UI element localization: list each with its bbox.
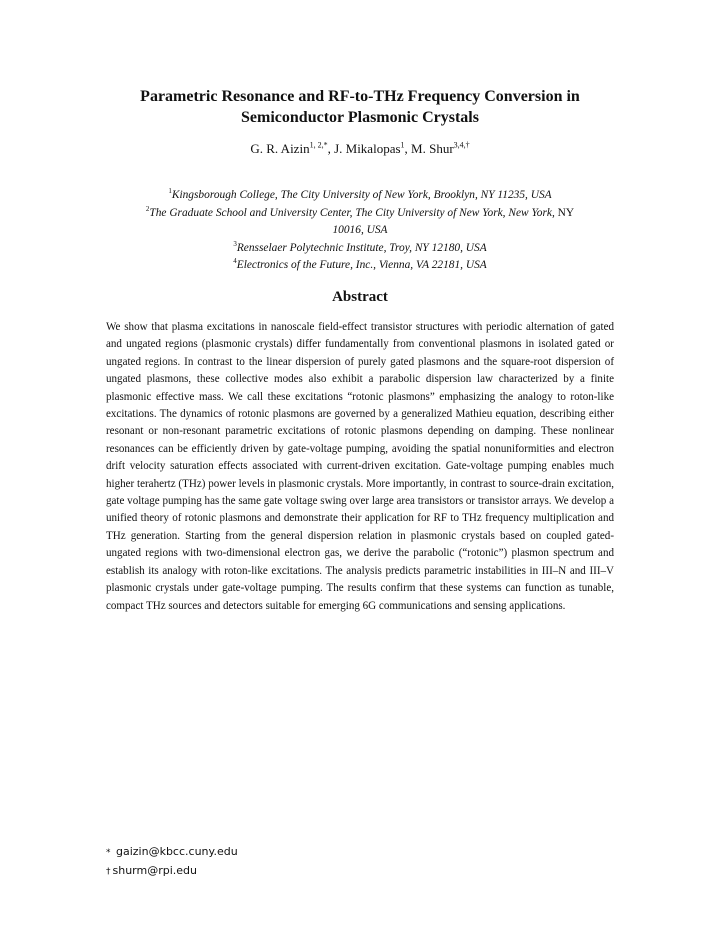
footnote (106, 862, 238, 881)
title-line-2: Semiconductor Plasmonic Crystals (241, 109, 479, 126)
author-affil-mark: 1, 2,* (309, 140, 328, 150)
footnote-mark: * (106, 848, 111, 858)
affiliation-text: Electronics of the Future, Inc., Vienna, VA 22181, USA (236, 259, 487, 271)
affiliation-mark: 3 (233, 239, 237, 248)
abstract-text: We show that plasma excitations in nanoscale field-effect transistor structures with periodic alternation of gated and ungated regions (plasmonic crystals) differ fundamentally from conventional plasmons in isolated gated or ungated regions. In contrast to the linear dispersion of purely gated plasmons and the square-root dispersion of ungated plasmons, these collective modes also exhibit a parabolic dispersion law characterized by a finite plasmonic effective mass. We call these excitations “rotonic plasmons” emphasizing the analogy to roton-like excitations. The dynamics of rotonic plasmons are governed by a generalized Mathieu equation, describing either resonant or non-resonant parametric excitations of rotonic plasmons depending on damping. These nonlinear resonances can be efficiently driven by gate-voltage pumping, avoiding the spatial nonuniformities and electron drift velocity saturation effects associated with current-driven excitation. Gate-voltage pumping enables much higher terahertz (THz) power levels in plasmonic crystals. More importantly, in contrast to source-drain excitation, gate voltage pumping has the same gate voltage swing over large area transistors or transistor arrays. We develop a unified theory of rotonic plasmons and demonstrate their application for RF to THz frequency multiplication and THz generation. Starting from the general dispersion relation in plasmonic crystals based on coupled gated-ungated regions with two-dimensional electron gas, we derive the parabolic (“rotonic”) plasmon spectrum and establish its analogy with roton-like excitations. The analysis predicts parametric instabilities in III–N and III–V plasmonic crystals under gate-voltage pumping. The results confirm that these systems can function as tunable, compact THz sources and detectors suitable for emerging 6G communications and sensing applications. (106, 321, 614, 612)
author-name: M. Shur (411, 141, 454, 156)
author-affil-mark: 3,4,† (453, 140, 470, 150)
affiliation-text: 10016, USA (332, 224, 388, 236)
footnote (106, 843, 238, 862)
affiliation (100, 240, 620, 258)
title-line-1: Parametric Resonance and RF-to-THz Frequency Conversion in (140, 88, 580, 105)
author-affil-mark: 1 (400, 140, 405, 150)
footnote-email: gaizin@kbcc.cuny.edu (116, 845, 238, 858)
author-list (90, 141, 630, 157)
abstract-heading: Abstract (332, 289, 388, 305)
affiliation-text: Rensselaer Polytechnic Institute, Troy, NY 12180, USA (236, 241, 487, 254)
author-separator: , (404, 141, 412, 156)
footnotes (106, 843, 238, 881)
author-separator: , (327, 141, 335, 156)
affiliation-mark: 4 (233, 257, 237, 266)
affiliation-text: NY (554, 206, 575, 219)
affiliation-text: Kingsborough College, The City University of New York, Brooklyn, NY 11235, USA (171, 189, 552, 201)
author-name: G. R. Aizin (250, 141, 310, 156)
affiliation-mark: 1 (168, 187, 172, 196)
author-name: J. Mikalopas (334, 141, 401, 156)
affiliation (100, 187, 620, 205)
affiliation-text: The Graduate School and University Center, The City University of New York, New York, (149, 206, 555, 219)
affiliation (100, 205, 620, 223)
footnote-mark: † (106, 867, 111, 877)
affiliation-list (100, 187, 620, 275)
affiliation-mark: 2 (145, 204, 150, 213)
paper-title (90, 86, 630, 128)
footnote-email: shurm@rpi.edu (112, 864, 197, 877)
affiliation (100, 222, 620, 240)
affiliation (100, 257, 620, 275)
